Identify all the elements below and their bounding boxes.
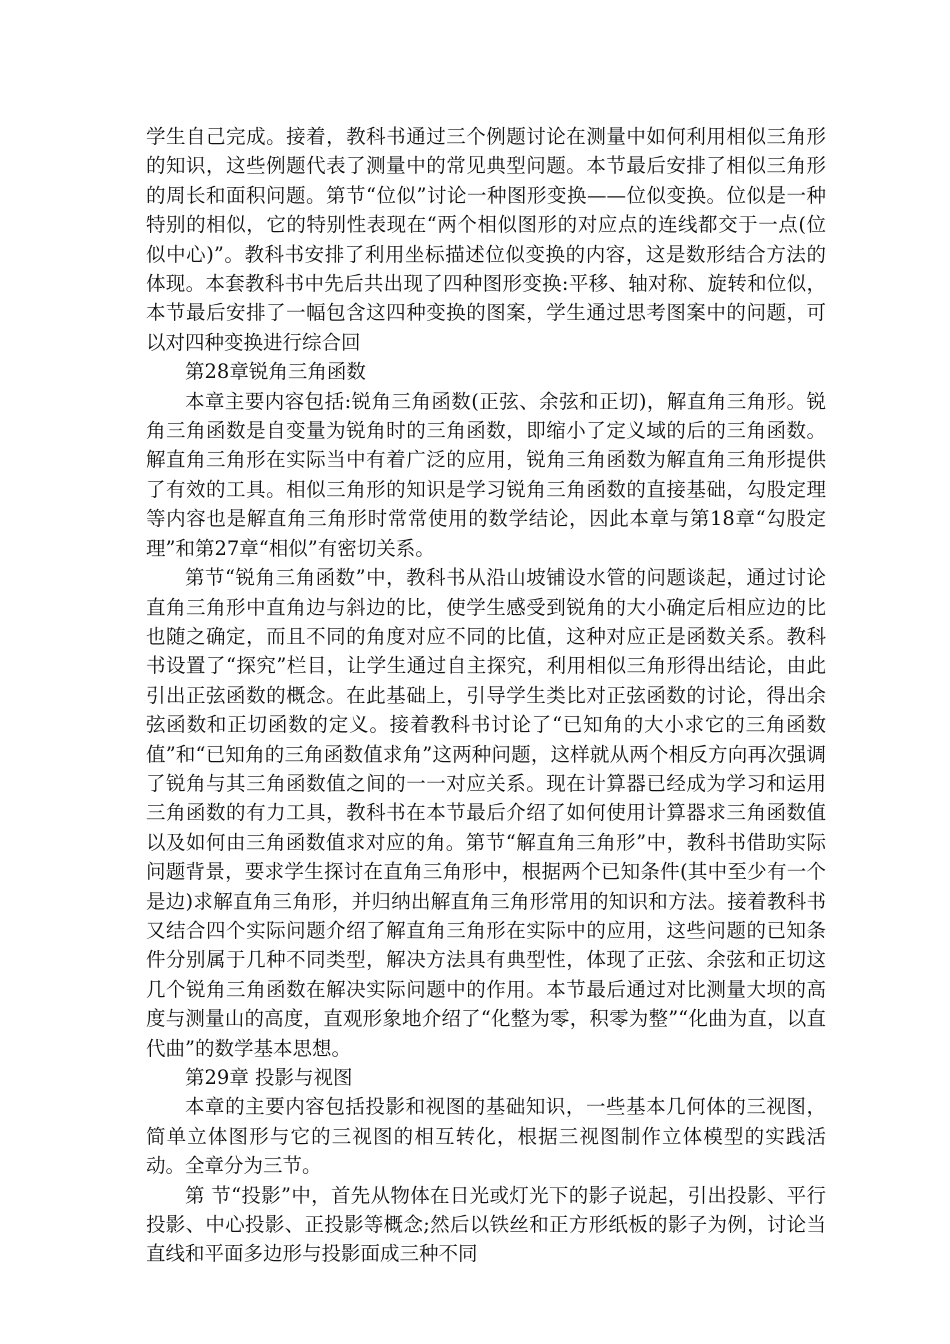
- paragraph-chapter-28-sections: 第节“锐角三角函数”中，教科书从沿山坡铺设水管的问题谈起，通过讨论直角三角形中直角边与斜边的比，使学生感受到锐角的大小确定后相应边的比也随之确定，而且不同的角度对应不同的比值，这种对应正是函数关系。教科书设置了“探究”栏目，让学生通过自主探究，利用相似三角形得出结论，由此引出正弦函数的概念。在此基础上，引导学生类比对正弦函数的讨论，得出余弦函数和正切函数的定义。接着教科书讨论了“已知角的大小求它的三角函数值”和“已知角的三角函数值求角”这两种问题，这样就从两个相反方向再次强调了锐角与其三角函数值之间的一一对应关系。现在计算器已经成为学习和运用三角函数的有力工具，教科书在本节最后介绍了如何使用计算器求三角函数值以及如何由三角函数值求对应的角。第节“解直角三角形”中，教科书借助实际问题背景，要求学生探讨在直角三角形中，根据两个已知条件(其中至少有一个是边)求解直角三角形，并归纳出解直角三角形常用的知识和方法。接着教科书又结合四个实际问题介绍了解直角三角形在实际中的应用，这些问题的已知条件分别属于几种不同类型，解决方法具有典型性，体现了正弦、余弦和正切这几个锐角三角函数在解决实际问题中的作用。本节最后通过对比测量大坝的高度与测量山的高度，直观形象地介绍了“化整为零，积零为整”“化曲为直，以直代曲”的数学基本思想。: [146, 566, 826, 1060]
- paragraph-similarity-continued: 学生自己完成。接着，教科书通过三个例题讨论在测量中如何利用相似三角形的知识，这些例题代表了测量中的常见典型问题。本节最后安排了相似三角形的周长和面积问题。第节“位似”讨论一种图形变换——位似变换。位似是一种特别的相似，它的特别性表现在“两个相似图形的对应点的连线都交于一点(位似中心)”。教科书安排了利用坐标描述位似变换的内容，这是数形结合方法的体现。本套教科书中先后共出现了四种图形变换:平移、轴对称、旋转和位似，本节最后安排了一幅包含这四种变换的图案，学生通过思考图案中的问题，可以对四种变换进行综合回: [146, 125, 826, 354]
- paragraph-chapter-29-overview: 本章的主要内容包括投影和视图的基础知识，一些基本几何体的三视图，简单立体图形与它的三视图的相互转化，根据三视图制作立体模型的实践活动。全章分为三节。: [146, 1095, 826, 1178]
- chapter-29-heading: 第29章 投影与视图: [185, 1066, 353, 1089]
- paragraph-projection-section: 第 节“投影”中，首先从物体在日光或灯光下的影子说起，引出投影、平行投影、中心投影、正投影等概念;然后以铁丝和正方形纸板的影子为例，讨论当直线和平面多边形与投影面成三种不同: [146, 1183, 826, 1266]
- paragraph-chapter-28-overview: 本章主要内容包括:锐角三角函数(正弦、余弦和正切)，解直角三角形。锐角三角函数是自变量为锐角时的三角函数，即缩小了定义域的后的三角函数。解直角三角形在实际当中有着广泛的应用，锐角三角函数为解直角三角形提供了有效的工具。相似三角形的知识是学习锐角三角函数的直接基础，勾股定理等内容也是解直角三角形时常常使用的数学结论，因此本章与第18章“勾股定理”和第27章“相似”有密切关系。: [146, 389, 826, 560]
- document-body: [146, 122, 826, 1269]
- chapter-28-heading: 第28章锐角三角函数: [185, 360, 366, 384]
